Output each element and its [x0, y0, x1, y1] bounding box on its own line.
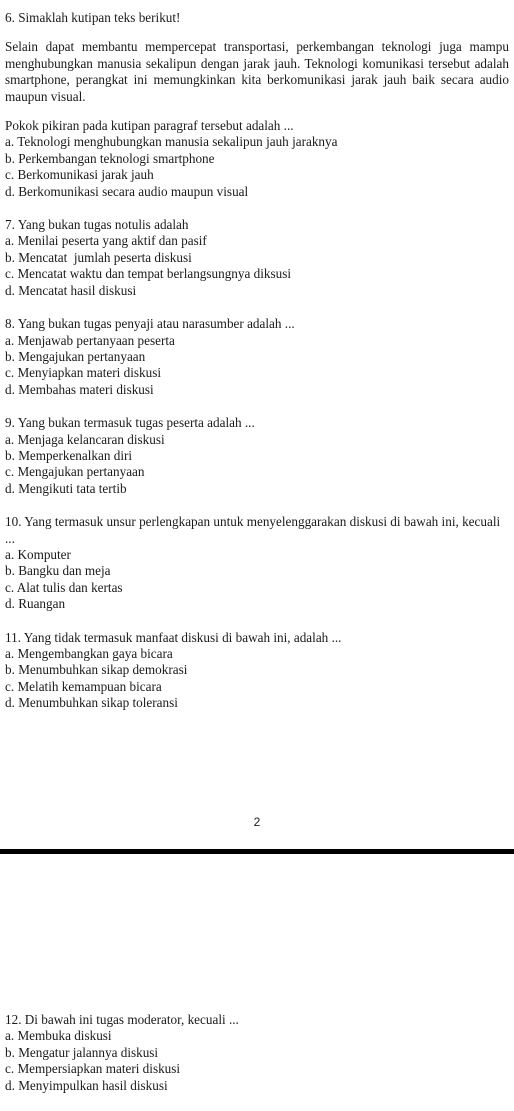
question-12-title: 12. Di bawah ini tugas moderator, kecuali ... — [5, 1012, 239, 1027]
page-break-divider — [0, 849, 514, 854]
question-12-option-a: a. Membuka diskusi — [5, 1028, 112, 1044]
question-10-option-d: d. Ruangan — [5, 596, 66, 612]
question-9-option-b: b. Memperkenalkan diri — [5, 447, 133, 463]
question-9-options — [5, 432, 509, 498]
question-12-options — [5, 1028, 509, 1094]
question-9-option-c: c. Mengajukan pertanyaan — [5, 464, 145, 480]
question-11-option-a: a. Mengembangkan gaya bicara — [5, 646, 173, 661]
question-6-option-a: a. Teknologi menghubungkan manusia sekalipun jauh jaraknya — [5, 134, 338, 150]
question-11-title: 11. Yang tidak termasuk manfaat diskusi di bawah ini, adalah ... — [5, 629, 342, 645]
question-7-title: 7. Yang bukan tugas notulis adalah — [5, 217, 189, 233]
question-10-title: 10. Yang termasuk unsur perlengkapan untuk menyelenggarakan diskusi di bawah ini, kecuali ... — [5, 514, 501, 546]
question-7 — [5, 217, 509, 299]
question-11-option-b: b. Menumbuhkan sikap demokrasi — [5, 662, 188, 678]
question-10-option-a: a. Komputer — [5, 546, 71, 562]
question-12-option-b: b. Mengatur jalannya diskusi — [5, 1044, 159, 1060]
question-7-option-d: d. Mencatat hasil diskusi — [5, 282, 137, 298]
question-10 — [5, 514, 509, 612]
page-number: 2 — [253, 815, 261, 829]
question-9-option-d: d. Mengikuti tata tertib — [5, 480, 127, 496]
question-10-option-c: c. Alat tulis dan kertas — [5, 579, 123, 595]
question-8-options — [5, 333, 509, 399]
question-8-option-c: c. Menyiapkan materi diskusi — [5, 365, 162, 381]
question-6-title: 6. Simaklah kutipan teks berikut! — [5, 10, 181, 25]
question-9-title: 9. Yang bukan termasuk tugas peserta adalah ... — [5, 415, 255, 431]
question-8-option-d: d. Membahas materi diskusi — [5, 381, 154, 397]
question-8-option-b: b. Mengajukan pertanyaan — [5, 348, 146, 364]
question-11-options — [5, 646, 509, 712]
question-6-option-c: c. Berkomunikasi jarak jauh — [5, 167, 154, 183]
worksheet-page-2 — [0, 1012, 514, 1094]
question-8-option-a: a. Menjawab pertanyaan peserta — [5, 332, 175, 348]
question-7-option-b: b. Mencatat jumlah peserta diskusi — [5, 249, 192, 265]
question-6-option-b: b. Perkembangan teknologi smartphone — [5, 150, 215, 166]
question-7-option-c: c. Mencatat waktu dan tempat berlangsungnya diksusi — [5, 266, 292, 282]
question-8-title: 8. Yang bukan tugas penyaji atau narasumber adalah ... — [5, 316, 295, 332]
question-9 — [5, 415, 509, 497]
question-7-options — [5, 233, 509, 299]
question-12-option-d: d. Menyimpulkan hasil diskusi — [5, 1077, 168, 1093]
question-9-option-a: a. Menjaga kelancaran diskusi — [5, 431, 165, 447]
question-6-options — [5, 134, 509, 200]
question-11-option-d: d. Menumbuhkan sikap toleransi — [5, 695, 178, 711]
question-6-prompt: Pokok pikiran pada kutipan paragraf tersebut adalah ... — [5, 118, 294, 134]
question-6-passage: Selain dapat membantu mempercepat transportasi, perkembangan teknologi juga mampu menghubungkan manusia sekalipun dengan jarak jauh. Teknologi komunikasi tersebut adalah smartphone, perangkat ini memungkinkan kita berkomunikasi jarak jauh baik secara audio maupun visual. — [5, 39, 509, 104]
question-11-option-c: c. Melatih kemampuan bicara — [5, 678, 162, 694]
question-10-options — [5, 547, 509, 613]
question-10-option-b: b. Bangku dan meja — [5, 563, 111, 579]
question-8 — [5, 316, 509, 398]
question-7-option-a: a. Menilai peserta yang aktif dan pasif — [5, 233, 207, 249]
question-6-option-d: d. Berkomunikasi secara audio maupun visual — [5, 183, 249, 199]
question-12-option-c: c. Mempersiapkan materi diskusi — [5, 1061, 181, 1077]
question-12 — [5, 1012, 509, 1094]
question-11 — [5, 630, 509, 712]
question-6 — [5, 10, 509, 200]
